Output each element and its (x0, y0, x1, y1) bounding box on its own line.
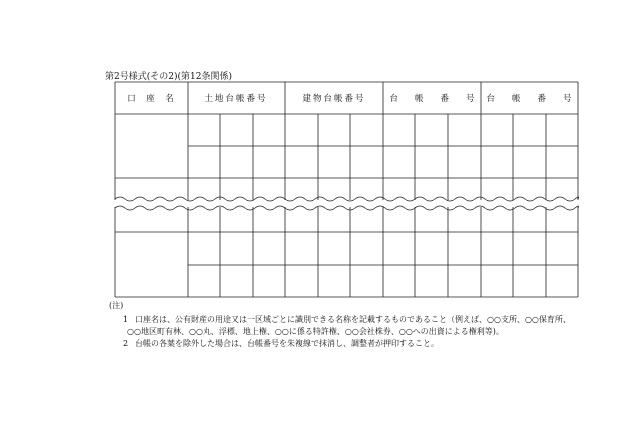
break-line-upper (115, 197, 579, 201)
break-line-lower (115, 206, 579, 210)
form-label: 第2号様式(その2)(第12条関係) (105, 72, 232, 82)
note-number-1: 1 (123, 315, 129, 324)
note-text-1a: 口座名は、公有財産の用途又は一区域ごとに識別できる名称を記載するものであること（例えば、○○支所、○○保育所、 (135, 315, 571, 324)
note-number-2: 2 (123, 339, 129, 348)
note-text-1b: ○○地区町有林、○○丸、浮標、地上権、○○に係る特許権、○○会社株券、○○への出資による権利等)。 (127, 327, 504, 336)
notes-mark: (注) (109, 301, 124, 310)
note-item-2 (109, 338, 609, 350)
header-account-name: 口 座 名 (127, 94, 175, 104)
notes (109, 300, 609, 350)
header-ledger-number-2: 台 帳 番 号 (486, 94, 572, 104)
header-ledger-number-1: 台 帳 番 号 (389, 94, 475, 104)
note-item-1 (109, 314, 609, 338)
header-building-ledger-number: 建物台帳番号 (302, 94, 366, 104)
note-text-2: 台帳の各葉を除外した場合は、台帳番号を朱複線で抹消し、調整者が押印すること。 (135, 339, 439, 348)
header-land-ledger-number: 土地台帳番号 (204, 94, 268, 104)
